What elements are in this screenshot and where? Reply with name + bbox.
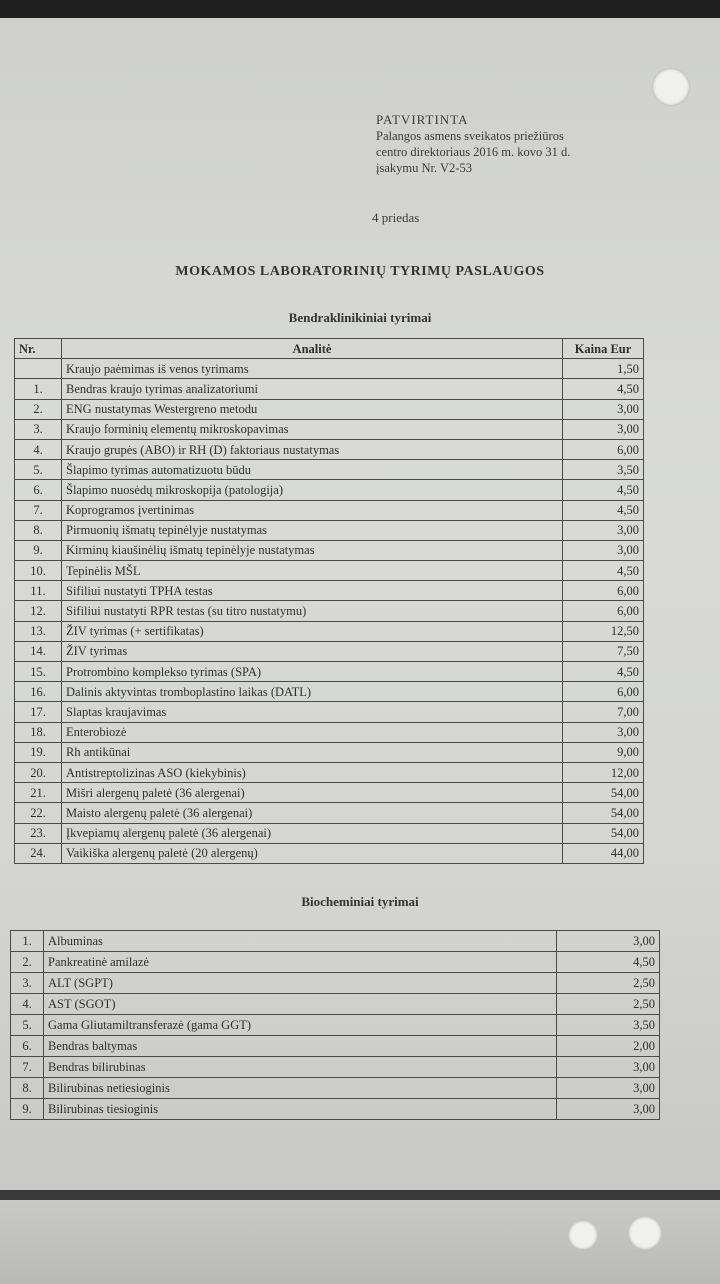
row-number: 8. (15, 520, 62, 540)
test-name: Mišri alergenų paletė (36 alergenai) (62, 783, 563, 803)
test-price: 54,00 (563, 803, 644, 823)
table-row (11, 931, 660, 952)
test-name: Bendras bilirubinas (44, 1057, 557, 1078)
row-number: 1. (15, 379, 62, 399)
table-row (15, 460, 644, 480)
test-name: Koprogramos įvertinimas (62, 500, 563, 520)
punch-hole (652, 68, 690, 106)
table-row (15, 399, 644, 419)
table-row (15, 742, 644, 762)
test-price: 3,00 (563, 722, 644, 742)
test-price: 2,00 (557, 1036, 660, 1057)
table-row (11, 1099, 660, 1120)
test-name: Bilirubinas netiesioginis (44, 1078, 557, 1099)
row-number: 17. (15, 702, 62, 722)
test-price: 4,50 (563, 561, 644, 581)
table-row (15, 520, 644, 540)
test-name: Bilirubinas tiesioginis (44, 1099, 557, 1120)
test-price: 3,00 (563, 520, 644, 540)
table-row (15, 359, 644, 379)
test-price: 54,00 (563, 823, 644, 843)
row-number: 2. (11, 952, 44, 973)
test-price: 4,50 (563, 379, 644, 399)
table-row (11, 1057, 660, 1078)
test-name: Vaikiška alergenų paletė (20 alergenų) (62, 843, 563, 863)
test-name: Pirmuonių išmatų tepinėlyje nustatymas (62, 520, 563, 540)
table-row (15, 621, 644, 641)
row-number: 23. (15, 823, 62, 843)
test-price: 6,00 (563, 439, 644, 459)
row-number: 4. (11, 994, 44, 1015)
table-row (15, 581, 644, 601)
approved-label: PATVIRTINTA (376, 112, 469, 127)
row-number: 14. (15, 641, 62, 661)
test-price: 4,50 (563, 662, 644, 682)
test-name: ALT (SGPT) (44, 973, 557, 994)
row-number: 20. (15, 762, 62, 782)
row-number: 12. (15, 601, 62, 621)
row-number: 6. (15, 480, 62, 500)
row-number: 5. (15, 460, 62, 480)
table-row (15, 762, 644, 782)
test-price: 3,00 (563, 419, 644, 439)
table-row (15, 803, 644, 823)
row-number: 10. (15, 561, 62, 581)
table-header-row (15, 339, 644, 359)
document-title: MOKAMOS LABORATORINIŲ TYRIMŲ PASLAUGOS (175, 264, 545, 279)
section-title-biochemical: Biocheminiai tyrimai (301, 894, 419, 909)
test-name: Rh antikūnai (62, 742, 563, 762)
row-number: 2. (15, 399, 62, 419)
punch-hole (628, 1216, 662, 1250)
row-number: 9. (11, 1099, 44, 1120)
table-row (15, 480, 644, 500)
test-name: Įkvepiamų alergenų paletė (36 alergenai) (62, 823, 563, 843)
row-number: 19. (15, 742, 62, 762)
table-row (11, 1015, 660, 1036)
column-header-name: Analitė (62, 339, 563, 359)
table-row (15, 500, 644, 520)
row-number: 9. (15, 540, 62, 560)
row-number: 16. (15, 682, 62, 702)
column-header-no: Nr. (15, 339, 62, 359)
table-row (15, 641, 644, 661)
table-row (15, 439, 644, 459)
table-row (15, 540, 644, 560)
test-price: 3,00 (563, 540, 644, 560)
row-number: 7. (11, 1057, 44, 1078)
row-number: 4. (15, 439, 62, 459)
table-row (11, 952, 660, 973)
column-header-price: Kaina Eur (563, 339, 644, 359)
test-name: AST (SGOT) (44, 994, 557, 1015)
table-row (15, 843, 644, 863)
section-title-general: Bendraklinikiniai tyrimai (288, 310, 432, 325)
test-name: ŽIV tyrimas (62, 641, 563, 661)
row-number: 15. (15, 662, 62, 682)
test-name: Pankreatinė amilazė (44, 952, 557, 973)
test-name: Enterobiozė (62, 722, 563, 742)
table-row (15, 662, 644, 682)
test-price: 3,00 (557, 1078, 660, 1099)
row-number: 8. (11, 1078, 44, 1099)
table-row (15, 783, 644, 803)
test-price: 3,00 (557, 931, 660, 952)
general-tests-table (14, 338, 644, 864)
test-price: 7,50 (563, 641, 644, 661)
test-name: Kraujo paėmimas iš venos tyrimams (62, 359, 563, 379)
test-price: 54,00 (563, 783, 644, 803)
test-price: 7,00 (563, 702, 644, 722)
row-number: 1. (11, 931, 44, 952)
test-name: Albuminas (44, 931, 557, 952)
row-number: 24. (15, 843, 62, 863)
test-price: 2,50 (557, 994, 660, 1015)
row-number: 5. (11, 1015, 44, 1036)
test-price: 3,00 (563, 399, 644, 419)
row-number: 6. (11, 1036, 44, 1057)
test-name: Kraujo grupės (ABO) ir RH (D) faktoriaus nustatymas (62, 439, 563, 459)
test-name: Kirminų kiaušinėlių išmatų tepinėlyje nustatymas (62, 540, 563, 560)
test-name: Šlapimo tyrimas automatizuotu būdu (62, 460, 563, 480)
row-number: 7. (15, 500, 62, 520)
test-name: Šlapimo nuosėdų mikroskopija (patologija) (62, 480, 563, 500)
approval-block (376, 112, 676, 176)
table-row (15, 379, 644, 399)
test-price: 4,50 (557, 952, 660, 973)
test-name: Tepinėlis MŠL (62, 561, 563, 581)
table-row (15, 823, 644, 843)
test-price: 6,00 (563, 601, 644, 621)
test-price: 3,50 (557, 1015, 660, 1036)
row-number: 21. (15, 783, 62, 803)
test-name: Dalinis aktyvintas tromboplastino laikas (DATL) (62, 682, 563, 702)
test-price: 9,00 (563, 742, 644, 762)
test-price: 12,50 (563, 621, 644, 641)
test-price: 1,50 (563, 359, 644, 379)
test-name: ŽIV tyrimas (+ sertifikatas) (62, 621, 563, 641)
row-number: 3. (15, 419, 62, 439)
table-row (15, 419, 644, 439)
test-price: 12,00 (563, 762, 644, 782)
test-name: Sifiliui nustatyti TPHA testas (62, 581, 563, 601)
test-name: ENG nustatymas Westergreno metodu (62, 399, 563, 419)
row-number: 13. (15, 621, 62, 641)
test-name: Maisto alergenų paletė (36 alergenai) (62, 803, 563, 823)
test-price: 2,50 (557, 973, 660, 994)
test-name: Bendras baltymas (44, 1036, 557, 1057)
test-name: Gama Gliutamiltransferazė (gama GGT) (44, 1015, 557, 1036)
approval-line: įsakymu Nr. V2-53 (376, 161, 472, 175)
test-name: Kraujo forminių elementų mikroskopavimas (62, 419, 563, 439)
row-number: 18. (15, 722, 62, 742)
row-number: 3. (11, 973, 44, 994)
table-row (11, 994, 660, 1015)
row-number: 11. (15, 581, 62, 601)
table-row (15, 682, 644, 702)
test-price: 3,00 (557, 1057, 660, 1078)
table-row (11, 1078, 660, 1099)
table-row (15, 702, 644, 722)
test-price: 3,50 (563, 460, 644, 480)
punch-hole (568, 1220, 598, 1250)
table-row (11, 1036, 660, 1057)
test-price: 6,00 (563, 581, 644, 601)
table-row (15, 561, 644, 581)
test-name: Sifiliui nustatyti RPR testas (su titro nustatymu) (62, 601, 563, 621)
test-price: 3,00 (557, 1099, 660, 1120)
test-name: Antistreptolizinas ASO (kiekybinis) (62, 762, 563, 782)
table-row (15, 601, 644, 621)
biochemical-tests-table (10, 930, 660, 1120)
next-page-edge (0, 1200, 720, 1284)
approval-line: centro direktoriaus 2016 m. kovo 31 d. (376, 145, 571, 159)
test-name: Bendras kraujo tyrimas analizatoriumi (62, 379, 563, 399)
table-row (11, 973, 660, 994)
annex-label: 4 priedas (372, 210, 420, 225)
test-price: 44,00 (563, 843, 644, 863)
test-price: 4,50 (563, 480, 644, 500)
test-price: 4,50 (563, 500, 644, 520)
test-name: Slaptas kraujavimas (62, 702, 563, 722)
row-number: 22. (15, 803, 62, 823)
test-price: 6,00 (563, 682, 644, 702)
approval-line: Palangos asmens sveikatos priežiūros (376, 129, 564, 143)
row-number (15, 359, 62, 379)
test-name: Protrombino komplekso tyrimas (SPA) (62, 662, 563, 682)
table-row (15, 722, 644, 742)
